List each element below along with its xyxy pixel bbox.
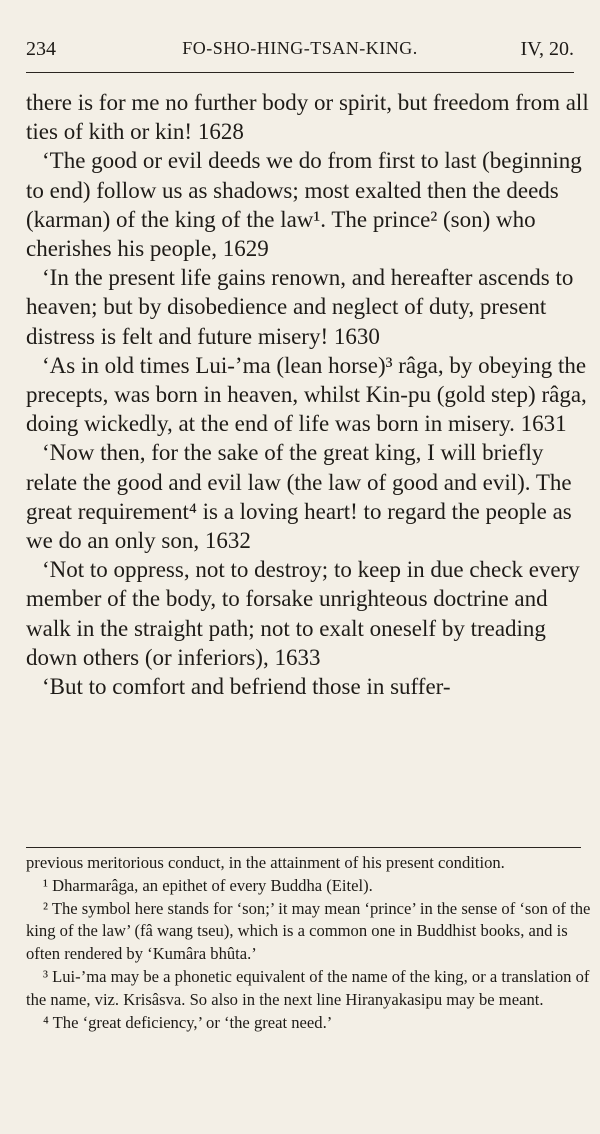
paragraph: ‘The good or evil deeds we do from first to last (beginning to end) follow us as shadows; most exalted then the deeds (karman) of the king of the law¹. The prince² (son) who cherishes his people, 1629 bbox=[26, 148, 582, 262]
section-reference: IV, 20. bbox=[520, 38, 574, 60]
footnote-rule bbox=[26, 847, 581, 848]
paragraph: ‘Now then, for the sake of the great king, I will briefly relate the good and evil law (the law of good and evil). The great requirement⁴ is a loving heart! to regard the people as we do an only son, 1632 bbox=[26, 440, 572, 554]
paragraph: ‘As in old times Lui-’ma (lean horse)³ râga, by obeying the precepts, was born in heaven, whilst Kin-pu (gold step) râga, doing wickedly, at the end of life was born in misery. 1631 bbox=[26, 352, 587, 437]
running-title: FO-SHO-HING-TSAN-KING. bbox=[182, 38, 418, 58]
footnote: ¹ Dharmarâga, an epithet of every Buddha (Eitel). bbox=[43, 875, 373, 895]
paragraph: ‘In the present life gains renown, and hereafter ascends to heaven; but by disobedience and neglect of duty, present distress is felt and future misery! 1630 bbox=[26, 265, 574, 349]
paragraph: there is for me no further body or spirit, but freedom from all ties of kith or kin! 1628 bbox=[26, 90, 589, 145]
footnote: ⁴ The ‘great deficiency,’ or ‘the great need.’ bbox=[43, 1012, 333, 1032]
footnotes bbox=[26, 852, 592, 1034]
footnote: ² The symbol here stands for ‘son;’ it may mean ‘prince’ in the sense of ‘son of the king of the law’ (fâ wang tseu), which is a common one in Buddhist books, and is often rendered by ‘Kumâra bhûta.’ bbox=[26, 898, 591, 964]
running-header bbox=[26, 32, 574, 66]
footnote: ³ Lui-’ma may be a phonetic equivalent of the name of the king, or a translation of the name, viz. Krisâsva. So also in the next line Hiranyakasipu may be meant. bbox=[26, 966, 590, 1009]
page-number: 234 bbox=[26, 38, 56, 60]
paragraph: ‘But to comfort and befriend those in suffer- bbox=[42, 674, 451, 700]
paragraph: ‘Not to oppress, not to destroy; to keep in due check every member of the body, to forsake unrighteous doctrine and walk in the straight path; not to exalt oneself by treading down others (or inferiors), 1633 bbox=[26, 557, 580, 670]
header-rule bbox=[26, 72, 574, 73]
footnote-continuation: previous meritorious conduct, in the attainment of his present condition. bbox=[26, 853, 505, 872]
main-text bbox=[26, 88, 592, 701]
